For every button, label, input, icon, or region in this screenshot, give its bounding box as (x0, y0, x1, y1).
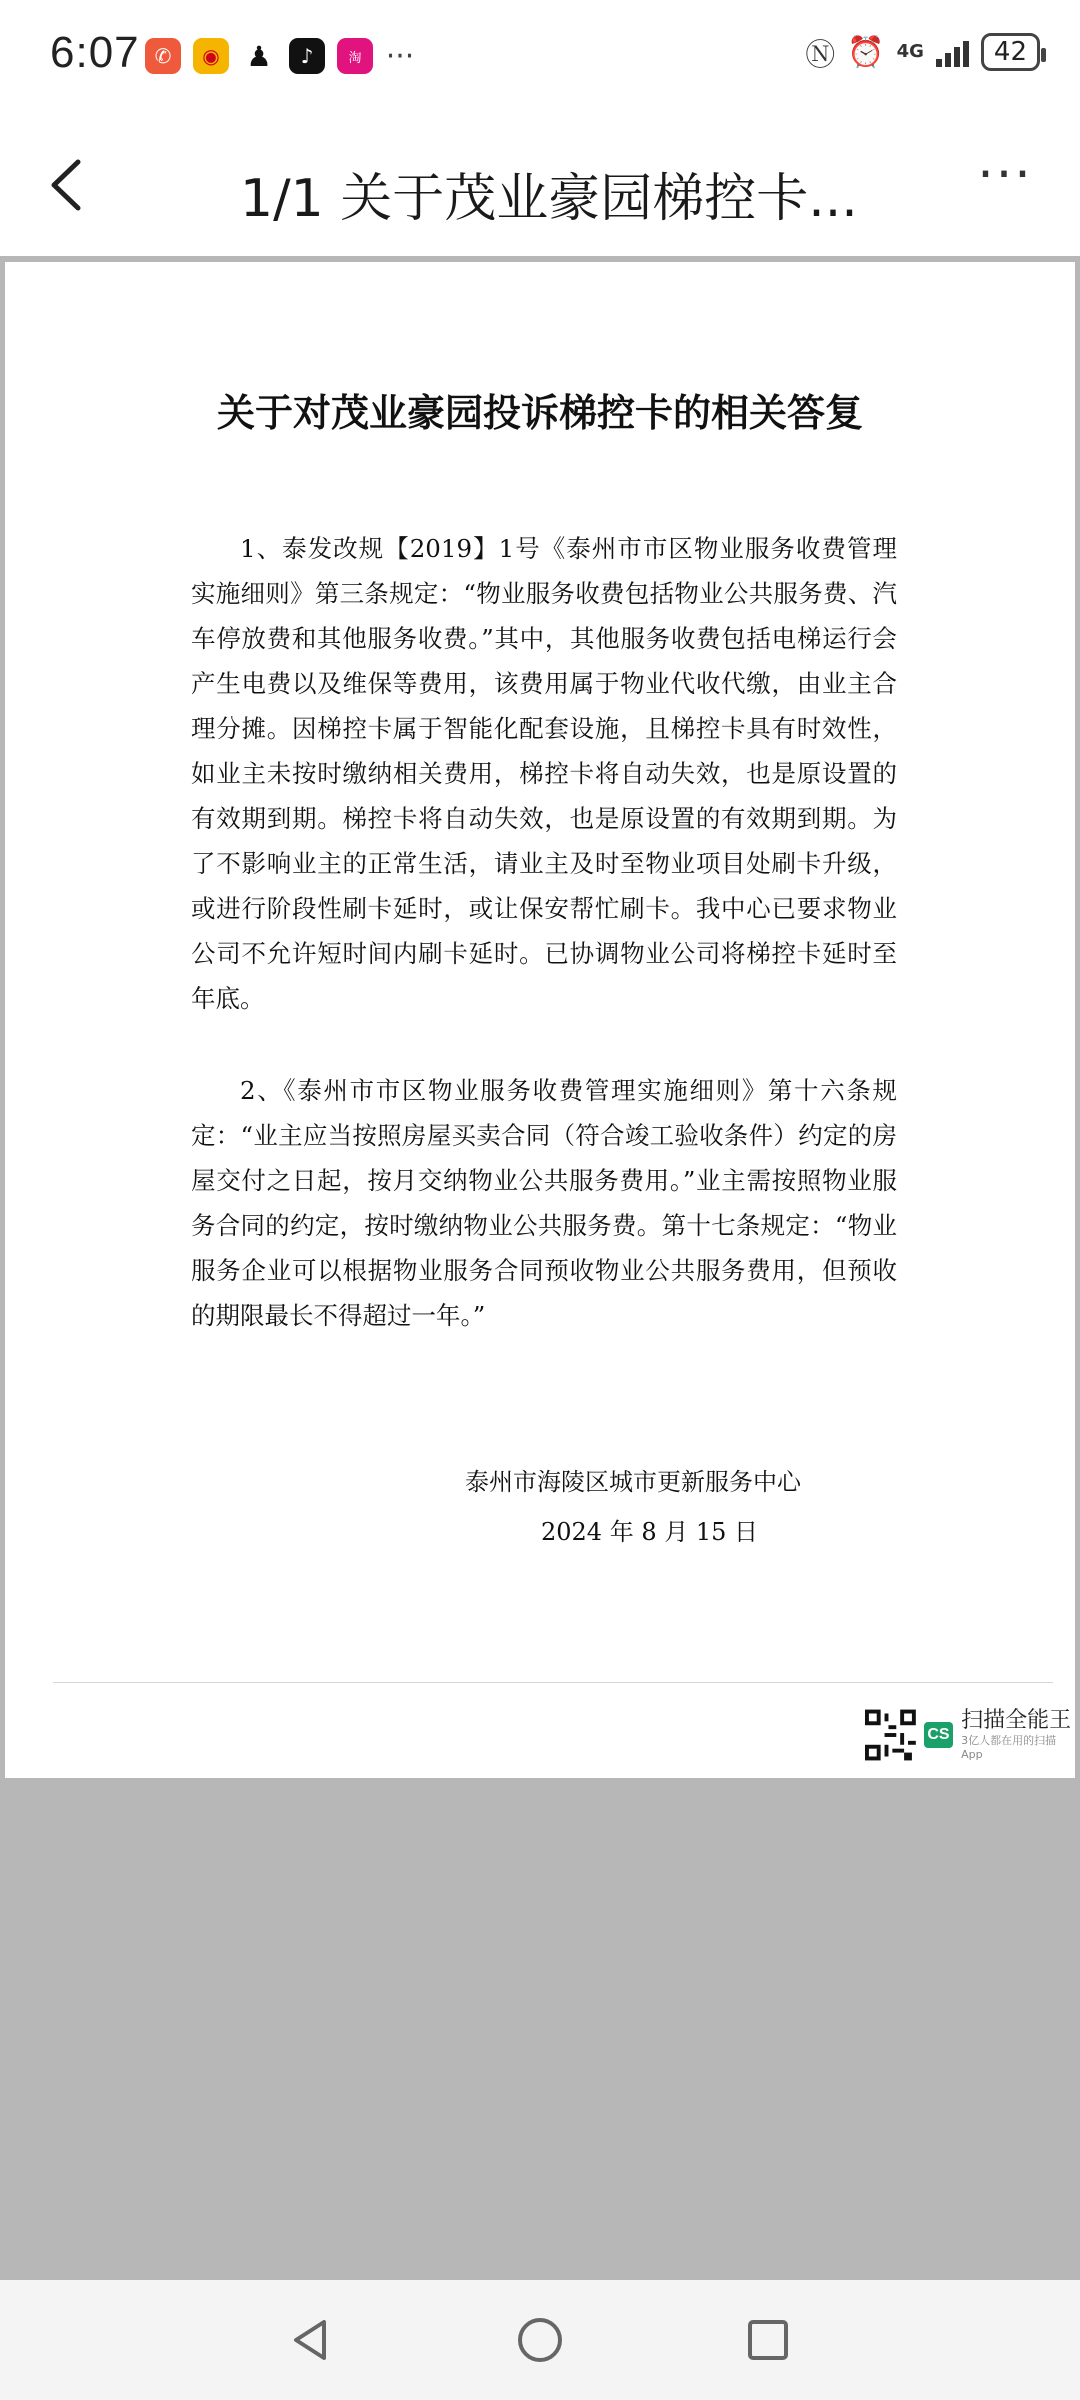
more-options-button[interactable] (970, 145, 1040, 220)
tiktok-icon: ♪ (289, 38, 325, 74)
document-page (5, 262, 1075, 1778)
document-heading: 关于对茂业豪园投诉梯控卡的相关答复 (216, 390, 863, 435)
status-indicators (805, 30, 1040, 74)
circle-home-icon (510, 2310, 570, 2370)
taobao-icon: 淘 (337, 38, 373, 74)
signature-date: 2024 年 8 月 15 日 (541, 1518, 759, 1546)
scanner-tagline: 3亿人都在用的扫描App (961, 1734, 1057, 1761)
document-viewer[interactable] (0, 256, 1080, 2280)
scanner-app-name: 扫描全能王 (961, 1708, 1072, 1733)
qq-penguin-icon: ♟ (241, 38, 277, 74)
notification-icons (145, 38, 415, 74)
signal-strength-icon (936, 37, 969, 67)
document-divider (53, 1682, 1053, 1683)
chevron-left-icon (40, 150, 100, 220)
battery-level: 42 (993, 37, 1027, 67)
weibo-icon: ◉ (193, 38, 229, 74)
nav-back-button[interactable] (282, 2310, 342, 2370)
status-time: 6:07 (50, 28, 140, 77)
qr-code-icon (865, 1709, 916, 1761)
document-paragraph-2: 2、《泰州市市区物业服务收费管理实施细则》第十六条规定：“业主应当按照房屋买卖合同（符合竣工验收条件）约定的房屋交付之日起，按月交纳物业公共服务费用。”业主需按照物业服务合同的约定，按时缴纳物业公共服务费。第十七条规定：“物业服务企业可以根据物业服务合同预收物业公共服务费用，但预收的期限最长不得超过一年。” (191, 1076, 897, 1330)
nav-recents-button[interactable] (738, 2310, 798, 2370)
battery-icon (981, 33, 1040, 71)
alarm-icon: ⏰ (847, 34, 885, 70)
app-bar (0, 110, 1080, 256)
document-paragraph-1: 1、泰发改规【2019】1号《泰州市市区物业服务收费管理实施细则》第三条规定：“物业服务收费包括物业公共服务费、汽车停放费和其他服务收费。”其中，其他服务收费包括电梯运行会产生电费以及维保等费用，该费用属于物业代收代缴，由业主合理分摊。因梯控卡属于智能化配套设施，且梯控卡具有时效性，如业主未按时缴纳相关费用，梯控卡将自动失效，也是原设置的有效期到期。梯控卡将自动失效，也是原设置的有效期到期。为了不影响业主的正常生活，请业主及时至物业项目处刷卡升级，或进行阶段性刷卡延时，或让保安帮忙刷卡。我中心已要求物业公司不允许短时间内刷卡延时。已协调物业公司将梯控卡延时至年底。 (191, 534, 897, 1013)
more-horizontal-icon: ··· (977, 145, 1033, 205)
signature-organization: 泰州市海陵区城市更新服务中心 (465, 1468, 801, 1496)
missed-call-icon: ✆ (145, 38, 181, 74)
more-notifications-icon: ··· (385, 38, 415, 74)
square-recents-icon (738, 2310, 798, 2370)
scanner-badge (865, 1708, 1075, 1762)
network-type: 4G (896, 41, 924, 62)
cs-logo: CS (924, 1722, 953, 1748)
system-navigation-bar (0, 2280, 1080, 2400)
nfc-icon: Ⓝ (805, 38, 836, 73)
nav-home-button[interactable] (510, 2310, 570, 2370)
page-title: 1/1 关于茂业豪园梯控卡... (240, 169, 858, 229)
status-bar (0, 0, 1080, 110)
back-button[interactable] (40, 150, 100, 220)
triangle-back-icon (282, 2310, 342, 2370)
